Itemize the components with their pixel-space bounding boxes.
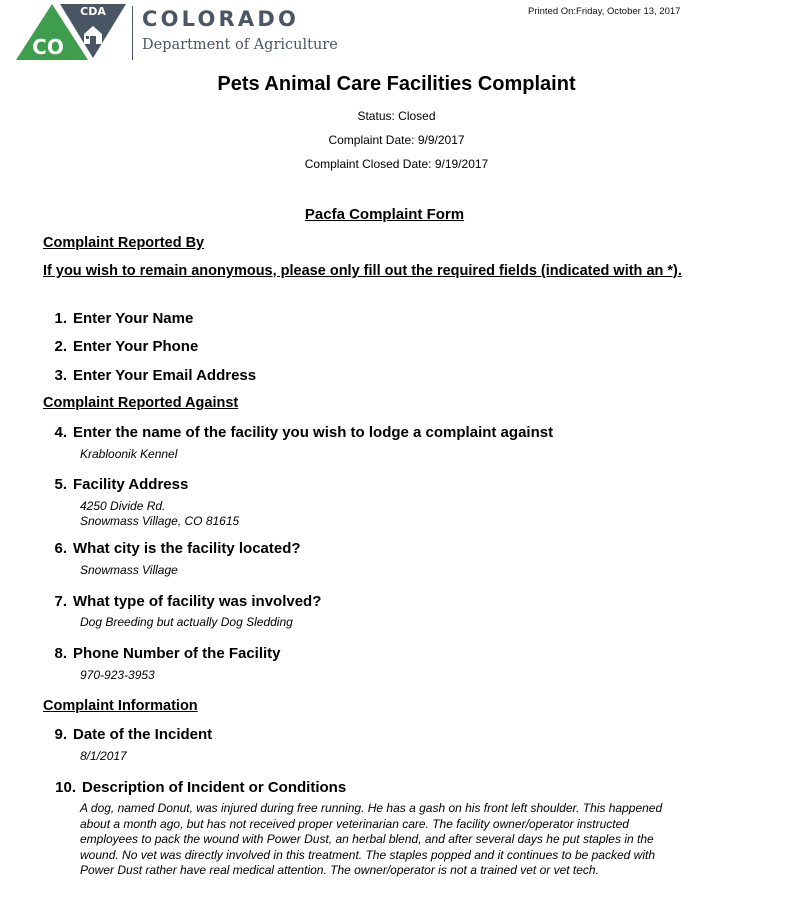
question-number: 8.	[54, 645, 67, 662]
question-6	[37, 540, 301, 557]
question-number: 4.	[54, 424, 67, 441]
question-1	[37, 310, 193, 327]
logo-department: Department of Agriculture	[142, 37, 338, 53]
question-label: Enter Your Name	[73, 310, 194, 327]
section-reported-by: Complaint Reported By	[43, 235, 205, 251]
logo-divider	[132, 6, 133, 60]
answer-address-line2: Snowmass Village, CO 81615	[80, 514, 240, 528]
question-label: Facility Address	[73, 476, 189, 493]
question-label: Phone Number of the Facility	[73, 645, 281, 662]
section-reported-against: Complaint Reported Against	[43, 395, 239, 411]
cda-logo	[14, 2, 130, 64]
question-label: What city is the facility located?	[73, 540, 301, 557]
question-number: 1.	[54, 310, 67, 327]
question-label: Date of the Incident	[73, 726, 213, 743]
question-label: Description of Incident or Conditions	[82, 779, 347, 796]
question-4	[37, 424, 553, 441]
question-number: 3.	[54, 367, 67, 384]
question-label: Enter the name of the facility you wish to lodge a complaint against	[73, 424, 554, 441]
complaint-date: Complaint Date: 9/9/2017	[328, 133, 465, 147]
logo-badge-text: CDA	[80, 5, 106, 18]
question-9	[37, 726, 212, 743]
question-3	[37, 367, 256, 384]
status-text: Status: Closed	[357, 109, 436, 123]
question-number: 2.	[54, 338, 67, 355]
answer-incident-date: 8/1/2017	[80, 749, 127, 763]
answer-address-line1: 4250 Divide Rd.	[80, 499, 166, 513]
section-complaint-information: Complaint Information	[43, 698, 198, 714]
question-label: Enter Your Phone	[73, 338, 199, 355]
answer-incident-description: A dog, named Donut, was injured during free running. He has a gash on his front left shoulder. This happened about a month ago, but has not received proper veterinarian care. The facility owner/operator instructed employees to pack the wound with Power Dust, an herbal blend, and after several days he put staples in the wound. No vet was directly involved in this treatment. The staples popped and it continues to be packed with Power Dust rather have real medical attention. The owner/operator is not a trained vet or vet tech.	[80, 801, 663, 877]
question-label: What type of facility was involved?	[73, 593, 322, 610]
question-number: 6.	[54, 540, 67, 557]
question-7	[37, 593, 321, 610]
answer-city: Snowmass Village	[80, 563, 178, 577]
form-title: Pacfa Complaint Form	[304, 206, 465, 223]
answer-facility-name: Krabloonik Kennel	[80, 447, 178, 461]
answer-facility-phone: 970-923-3953	[80, 668, 155, 682]
question-5	[37, 476, 188, 493]
question-label: Enter Your Email Address	[73, 367, 257, 384]
question-number: 9.	[54, 726, 67, 743]
page-title: Pets Animal Care Facilities Complaint	[217, 73, 576, 95]
question-number: 10.	[55, 779, 76, 796]
logo-name: COLORADO	[142, 7, 300, 31]
complaint-closed-date: Complaint Closed Date: 9/19/2017	[304, 157, 489, 171]
answer-facility-type: Dog Breeding but actually Dog Sledding	[80, 615, 293, 629]
question-10	[37, 779, 346, 796]
question-8	[37, 645, 281, 662]
question-number: 7.	[54, 593, 67, 610]
anonymous-notice: If you wish to remain anonymous, please only fill out the required fields (indicated with an *).	[43, 263, 682, 279]
logo-initials-text: CO	[32, 35, 64, 59]
question-number: 5.	[54, 476, 67, 493]
question-2	[37, 338, 198, 355]
printed-on-date: Printed On:Friday, October 13, 2017	[528, 6, 681, 17]
